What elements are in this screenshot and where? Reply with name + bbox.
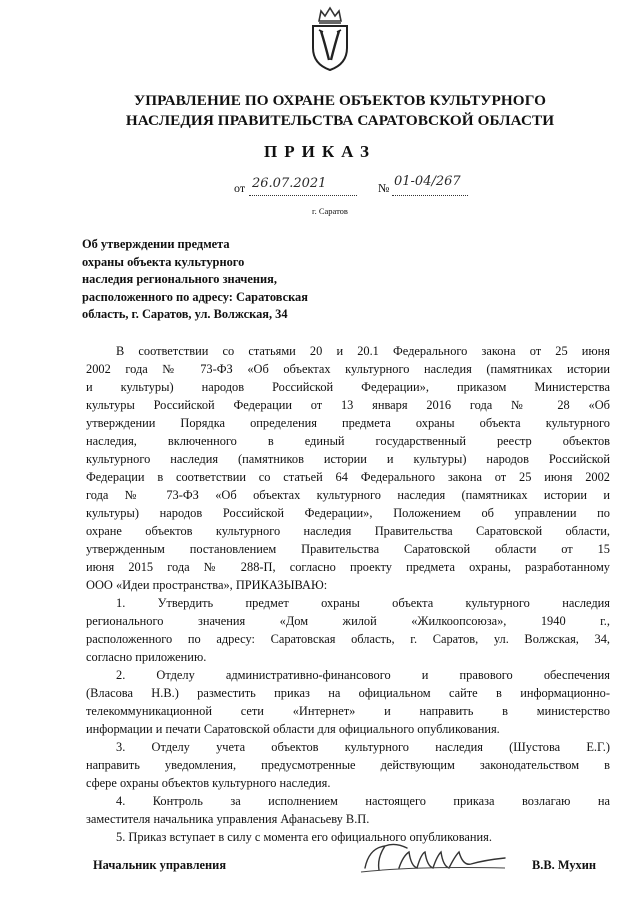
body-text-line: В соответствии со статьями 20 и 20.1 Федерального закона от 25 июня — [116, 344, 610, 358]
date-field — [234, 176, 374, 197]
saratov-coat-of-arms-icon — [305, 4, 355, 72]
body-text-line: июня 2015 года № 288-П, согласно проекту предмета охраны, разработанному — [86, 560, 610, 574]
body-text-line: направить уведомления, предусмотренные действующим законодательством в — [86, 758, 610, 772]
body-text-line: заместителя начальника управления Афанасьеву В.П. — [86, 812, 370, 826]
signatory-name: В.В. Мухин — [532, 858, 597, 872]
body-text-line: утверждении Порядка определения предмета охраны объекта культурного — [86, 416, 610, 430]
number-value: 01-04/267 — [394, 174, 461, 189]
body-text-line: 2002 года № 73-ФЗ «Об объектах культурного наследия (памятниках истории — [86, 362, 610, 376]
number-prefix: № — [378, 181, 390, 195]
body-text-line: культурного наследия (памятников истории и культуры) народов Российской — [86, 452, 610, 466]
handwritten-signature — [355, 838, 515, 876]
document-title-line: наследия регионального значения, — [82, 272, 277, 286]
number-field — [378, 174, 488, 197]
body-text-line: 2. Отделу административно-финансового и правового обеспечения — [116, 668, 610, 682]
document-title-line: охраны объекта культурного — [82, 254, 245, 269]
body-text-line: телекоммуникационной сети «Интернет» и направить в министерство — [86, 704, 610, 718]
body-text-line: ООО «Идеи пространства», ПРИКАЗЫВАЮ: — [86, 578, 328, 592]
document-title-line: расположенного по адресу: Саратовская — [82, 289, 308, 304]
document-title-line: область, г. Саратов, ул. Волжская, 34 — [82, 307, 288, 321]
signatory-position: Начальник управления — [93, 858, 227, 872]
body-text-line: культуры) народов Российской Федерации», Положением об управлении по — [86, 506, 610, 520]
body-text-line: охране объектов культурного наследия Правительства Саратовской области, — [86, 524, 610, 538]
body-text-line: утвержденным постановлением Правительства Саратовской области от 15 — [86, 542, 610, 556]
body-text-line: сфере охраны объектов культурного наследия. — [86, 776, 331, 790]
organization-name-line-1: УПРАВЛЕНИЕ ПО ОХРАНЕ ОБЪЕКТОВ КУЛЬТУРНОГО — [133, 92, 547, 109]
organization-name-line-2: НАСЛЕДИЯ ПРАВИТЕЛЬСТВА САРАТОВСКОЙ ОБЛАСТИ — [125, 112, 555, 129]
document-title-line: Об утверждении предмета — [82, 237, 230, 251]
body-text-line: 4. Контроль за исполнением настоящего приказа возлагаю на — [116, 794, 610, 808]
body-text-line: 3. Отделу учета объектов культурного наследия (Шустова Е.Г.) — [116, 740, 610, 754]
body-text-line: расположенного по адресу: Саратовская область, г. Саратов, ул. Волжская, 34, — [86, 632, 610, 646]
body-text-line: (Власова Н.В.) разместить приказ на официальном сайте в информационно- — [86, 686, 610, 700]
date-value: 26.07.2021 — [252, 176, 327, 191]
body-text-line: 1. Утвердить предмет охраны объекта культурного наследия — [116, 596, 610, 610]
body-text-line: 5. Приказ вступает в силу с момента его официального опубликования. — [116, 830, 492, 844]
body-text-line: информации и печати Саратовской области для официального опубликования. — [86, 722, 500, 736]
date-prefix: от — [234, 181, 246, 195]
city-label: г. Саратов — [312, 206, 348, 216]
body-text-line: года № 73-ФЗ «Об объектах культурного наследия (памятниках истории и — [86, 488, 610, 502]
body-text-line: согласно приложению. — [86, 650, 207, 664]
body-text-line: и культуры) народов Российской Федерации», приказом Министерства — [86, 380, 610, 394]
body-text-line: регионального значения «Дом жилой «Жилкоопсоюза», 1940 г., — [86, 614, 610, 628]
body-text-line: наследия, включенного в единый государственный реестр объектов — [86, 434, 610, 448]
document-type-heading: ПРИКАЗ — [264, 142, 376, 161]
body-text-line: культуры Российской Федерации от 13 января 2016 года № 28 «Об — [86, 398, 610, 412]
body-text-line: Федерации в соответствии со статьей 64 Федерального закона от 25 июня 2002 — [86, 470, 610, 484]
